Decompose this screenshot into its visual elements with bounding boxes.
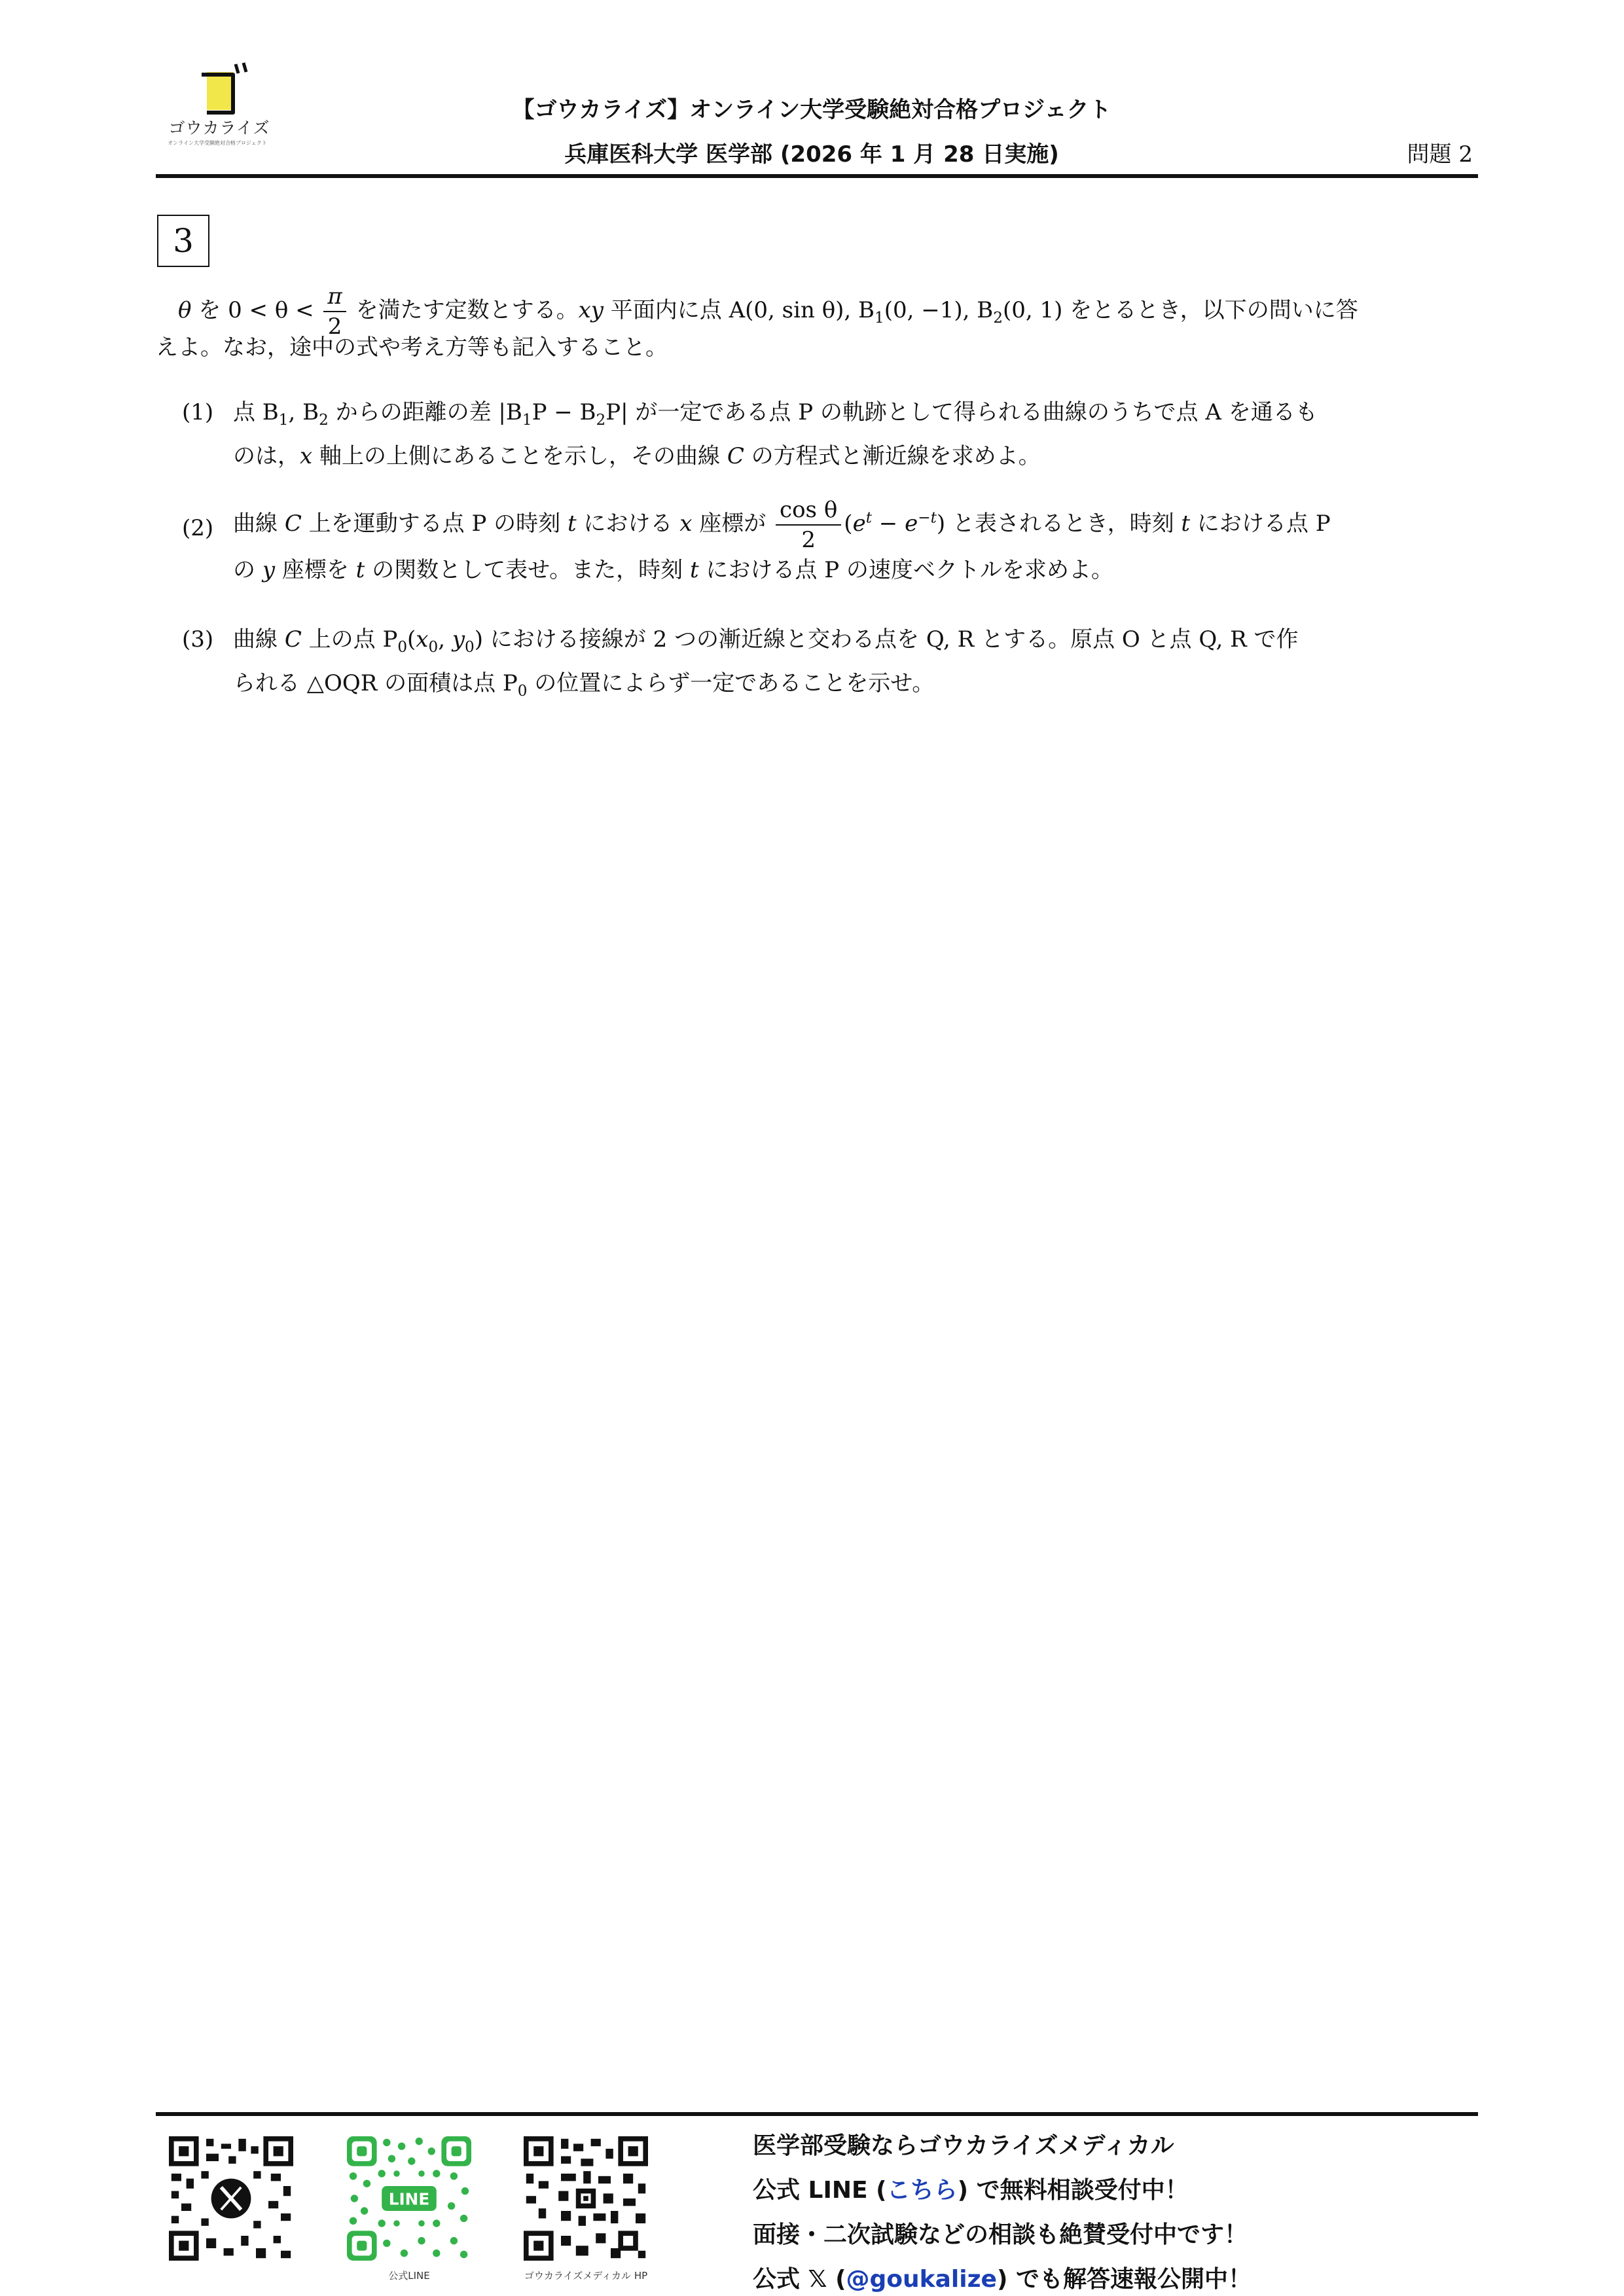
problem-number-box: 3 (157, 215, 209, 267)
pi-over-2-fraction: $\frac{\pi}{2}$ (323, 285, 346, 338)
cos-theta-over-2-fraction: $\frac{\text{cos θ}}{2}$ (776, 499, 841, 551)
footer-divider (156, 2112, 1478, 2116)
q2-line-1: 曲線 C 上を運動する点 P の時刻 t における x 座標が $\frac{\text{cos θ}}{2}$ $(e^t - e^{-t})$ と表されるとき，時刻 t における点 P (233, 497, 1331, 553)
q1-line-1: 点 $B_1$, $B_2$ からの距離の差 $|B_1P - B_2P|$ が一定である点 P の軌跡として得られる曲線のうちで点 A を通るも (233, 399, 1318, 429)
footer-line-3: 面接・二次試験などの相談も絶賛受付中です！ (753, 2221, 1248, 2248)
header-title: 【ゴウカライズ】オンライン大学受験絶対合格プロジェクト (512, 97, 1111, 123)
homepage-qr-caption: ゴウカライズメディカル HP (524, 2270, 648, 2282)
footer-line-1: 医学部受験ならゴウカライズメディカル (753, 2132, 1174, 2159)
q3-line-2: られる △OQR の面積は点 $P_0$ の位置によらず一定であることを示せ。 (233, 670, 935, 700)
q3-label: (3) (182, 626, 214, 653)
x-account-link[interactable]: @goukalize (846, 2266, 997, 2293)
footer-line-2: 公式 LINE (こちら) で無料相談受付中！ (753, 2177, 1189, 2204)
intro-line-2: えよ。なお，途中の式や考え方等も記入すること。 (156, 334, 668, 361)
line-link[interactable]: こちら (886, 2177, 958, 2204)
q2-label: (2) (182, 515, 214, 541)
homepage-qr-code[interactable] (524, 2136, 648, 2261)
problem-label: 問題 2 (1407, 141, 1473, 168)
header-subtitle: 兵庫医科大学 医学部 (2026 年 1 月 28 日実施) (564, 141, 1059, 168)
q1-line-2: のは，x 軸上の上側にあることを示し，その曲線 C の方程式と漸近線を求めよ。 (233, 443, 1041, 469)
x-qr-code[interactable] (169, 2136, 293, 2261)
line-qr-caption: 公式LINE (388, 2270, 430, 2282)
header-divider (156, 174, 1478, 178)
gokalize-logo-mark (187, 60, 253, 119)
q3-line-1: 曲線 C 上の点 $P_0(x_0$, $y_0$) における接線が 2 つの漸近線と交わる点を Q, R とする。原点 O と点 Q, R で作 (233, 626, 1299, 656)
line-qr-label: LINE (388, 2189, 430, 2209)
footer-line-4: 公式 𝕏 (@goukalize) でも解答速報公開中！ (753, 2266, 1252, 2293)
logo-subtext: オンライン大学受験絶対合格プロジェクト (168, 140, 267, 146)
intro-line-1: θ を 0 < θ < $\frac{\pi}{2}$ を満たす定数とする。xy 平面内に点 A(0, sin θ), $B_1(0$, −1), $B_2(0$, 1) をとるとき，以下の問いに答 (178, 283, 1358, 340)
line-qr-code[interactable] (347, 2136, 471, 2261)
q1-label: (1) (182, 399, 214, 425)
logo-text: ゴウカライズ (168, 118, 270, 137)
q2-line-2: の y 座標を t の関数として表せ。また，時刻 t における点 P の速度ベクトルを求めよ。 (233, 557, 1113, 583)
